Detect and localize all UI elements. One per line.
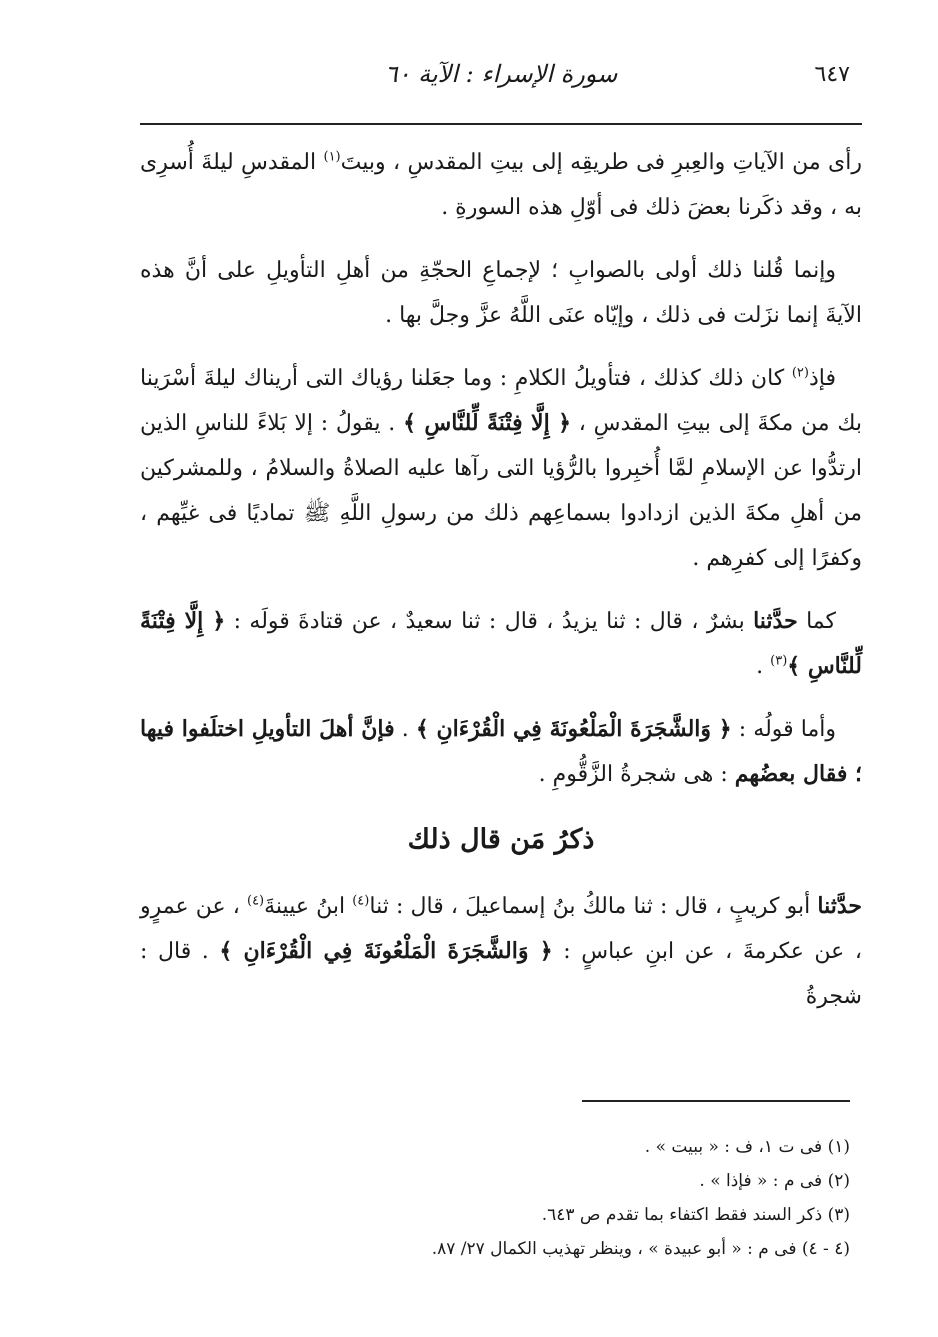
section-title: ذكرُ مَن قال ذلك (407, 824, 595, 855)
paragraph-3 (140, 356, 862, 581)
text-run: . (756, 654, 771, 679)
paragraph-4 (140, 599, 862, 689)
running-head: سورة الإسراء : الآية ٦٠ (384, 60, 618, 88)
text-run: كان ذلك كذلك ، فتأويلُ الكلامِ : وما جعَلنا رؤياك التى أريناك ليلةَ أسْرَينا بك من مكةَ إلى بيتِ المقدسِ ، (140, 366, 862, 436)
paragraph-6 (140, 884, 862, 1019)
text-run: المقدسِ ليلةَ أُسرِى به ، وقد ذكَرنا بعضَ ذلك فى أوّلِ هذه السورةِ . (140, 150, 862, 220)
main-text (140, 140, 862, 1037)
footnote-1: (١) فى ت ١، ف : « ببيت » . (644, 1137, 850, 1157)
quran-quote: ﴿ إِلَّا فِتْنَةً لِّلنَّاسِ ﴾ (403, 410, 572, 436)
text-run: . (394, 717, 416, 742)
page-header (140, 58, 862, 98)
footnote-4: (٤ - ٤) فى م : « أبو عبيدة » ، وينظر تهذيب الكمال ٢٧/ ٨٧. (431, 1239, 850, 1259)
text-run: ابنُ عيينةَ (264, 894, 353, 919)
bold-statement: فإنَّ أهلَ التأويلِ اختلَفوا فيها ؛ فقال بعضُهم (140, 716, 862, 787)
paragraph-2: وإنما قُلنا ذلك أولى بالصوابِ ؛ لإجماعِ الحجّةِ من أهلِ التأويلِ على أنَّ هذه الآيةَ إنما نزَلت فى ذلك ، وإيّاه عنَى اللَّهُ عزَّ وجلَّ بها . (140, 258, 862, 328)
footnote-3: (٣) ذكر السند فقط اكتفاء بما تقدم ص ٦٤٣. (541, 1205, 850, 1225)
header-rule (140, 123, 862, 125)
bold-hadathana: حدَّثنا (753, 608, 798, 634)
text-run: : هى شجرةُ الزَّقُّومِ . (538, 762, 735, 787)
footnote-ref-2: (٢) (791, 365, 809, 381)
text-run: أبو كريبٍ ، قال : ثنا مالكُ بنُ إسماعيلَ ، قال : ثنا (369, 894, 818, 919)
quran-quote: ﴿ وَالشَّجَرَةَ الْمَلْعُونَةَ فِي الْقُرْءَانِ ﴾ (415, 716, 732, 742)
text-run: وأما قولُه : (731, 717, 836, 742)
footnote-ref-3: (٣) (770, 653, 788, 669)
quran-quote: ﴿ وَالشَّجَرَةَ الْمَلْعُونَةَ فِي الْقُرْءَانِ ﴾ (219, 938, 553, 964)
text-run: رأى من الآياتِ والعِبرِ فى طريقِه إلى بيتِ المقدسِ ، وبيتَ (340, 150, 862, 175)
paragraph-1 (140, 140, 862, 230)
text-run: . يقولُ : إلا بَلاءً للناسِ الذين ارتدُّوا عن الإسلامِ لمَّا أُخبِروا بالرُّؤيا التى رآها عليه الصلاةُ والسلامُ ، وللمشركين من أهلِ مكةَ الذين ازدادوا بسماعِهم ذلك من رسولِ اللَّهِ ﷺ تماديًا فى غيِّهم ، وكفرًا إلى كفرِهم . (140, 411, 862, 571)
footnote-ref-4a: (٤) (352, 893, 370, 909)
bold-hadathana: حدَّثنا (817, 893, 862, 919)
footnote-ref-4b: (٤) (246, 893, 265, 909)
text-run: . قال : شجرةُ (140, 939, 862, 1009)
footnote-2: (٢) فى م : « فإذا » . (699, 1171, 850, 1191)
text-run: فإذ (808, 366, 836, 391)
footnotes (140, 1130, 850, 1266)
text-run: بشرٌ ، قال : ثنا يزيدُ ، قال : ثنا سعيدٌ ، عن قتادةَ قولَه : (225, 609, 754, 634)
footnote-rule (582, 1100, 850, 1102)
footnote-ref-1: (١) (323, 149, 341, 165)
quran-quote: ﴿ إِلَّا فِتْنَةً لِّلنَّاسِ ﴾ (140, 608, 862, 679)
paragraph-5 (140, 707, 862, 797)
text-run: كما (797, 609, 836, 634)
page-number: ٦٤٧ (814, 62, 850, 87)
text-run: ، عن عمرٍو ، عن عكرمةَ ، عن ابنِ عباسٍ : (140, 894, 862, 964)
